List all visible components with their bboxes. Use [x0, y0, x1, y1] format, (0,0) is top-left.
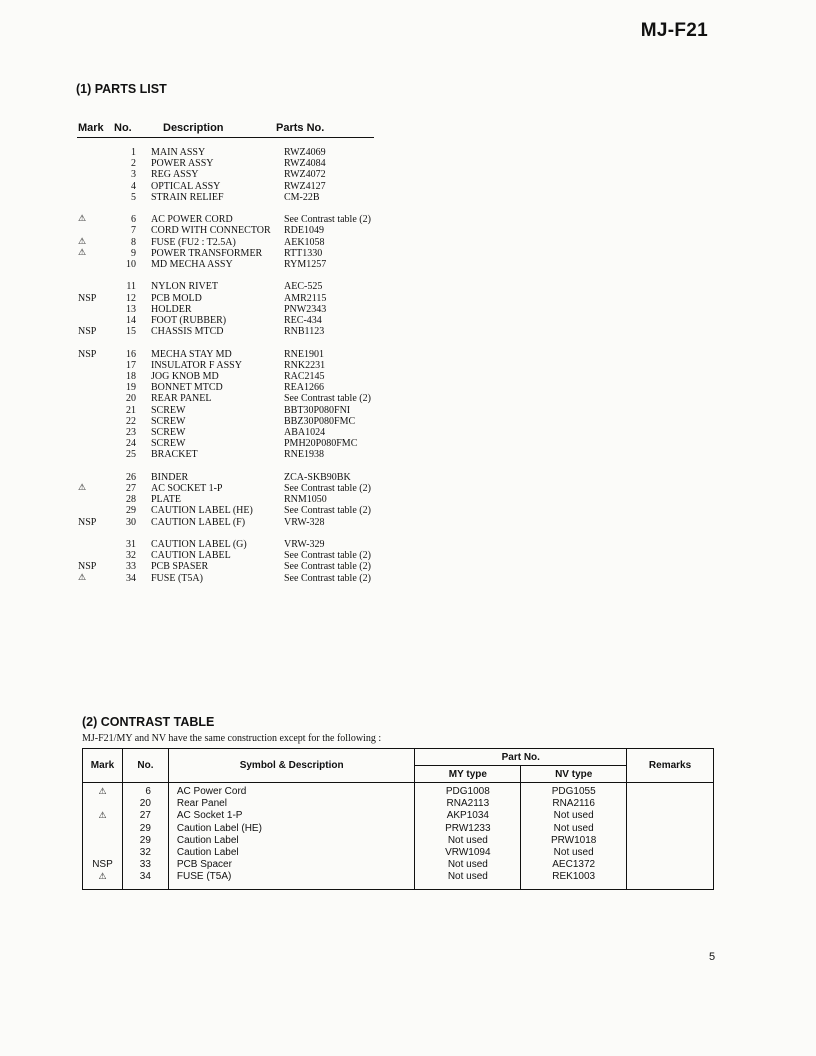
part-code: REC-434: [284, 315, 322, 327]
part-number: 30: [126, 516, 136, 528]
parts-list-row: [78, 349, 398, 360]
ct-row-no: 6: [145, 786, 151, 797]
part-description: NYLON RIVET: [151, 281, 218, 293]
part-number: 12: [126, 292, 136, 304]
part-number: 1: [131, 147, 136, 158]
ct-nv-type-column: [521, 783, 627, 890]
part-code: REA1266: [284, 382, 324, 394]
part-number: 29: [126, 505, 136, 517]
part-code: RTT1330: [284, 247, 323, 259]
part-mark: NSP: [78, 348, 97, 360]
parts-list-row: [78, 169, 398, 180]
ct-remarks-column: [627, 783, 714, 890]
part-code: AEK1058: [284, 236, 325, 248]
ct-my-type-header: MY type: [415, 766, 521, 783]
part-code: RWZ4069: [284, 147, 326, 158]
parts-list-row: [78, 505, 398, 516]
mark-column-header: Mark: [78, 122, 104, 134]
part-number: 7: [131, 225, 136, 237]
part-code: VRW-329: [284, 539, 325, 551]
ct-no-column: [122, 783, 168, 890]
part-code: CM-22B: [284, 191, 320, 203]
part-code: See Contrast table (2): [284, 572, 371, 584]
ct-row-no: 29: [139, 822, 151, 834]
part-description: BRACKET: [151, 449, 198, 461]
part-code: See Contrast table (2): [284, 214, 371, 226]
part-description: INSULATOR F ASSY: [151, 359, 242, 371]
part-code: RDE1049: [284, 225, 324, 237]
part-description: POWER TRANSFORMER: [151, 247, 263, 259]
ct-my-type-column: [415, 783, 521, 890]
parts-list-row: [78, 158, 398, 169]
parts-list-row: [78, 281, 398, 292]
ct-row-description: AC Power Cord: [176, 786, 247, 797]
part-description: JOG KNOB MD: [151, 371, 219, 383]
part-description: PLATE: [151, 494, 181, 506]
part-number: 3: [131, 169, 136, 181]
caution-mark-icon: ⚠: [78, 236, 87, 247]
part-description: MD MECHA ASSY: [151, 258, 233, 270]
part-description: SCREW: [151, 404, 186, 416]
description-column-header: Description: [163, 122, 224, 134]
ct-row-mark: [83, 835, 122, 847]
parts-list-row: [78, 237, 398, 248]
part-description: CHASSIS MTCD: [151, 326, 224, 338]
ct-row-description: FUSE (T5A): [176, 871, 232, 883]
ct-row-no: 34: [139, 871, 151, 883]
part-code: AMR2115: [284, 292, 327, 304]
parts-list-row: [78, 517, 398, 528]
parts-list-row: [78, 293, 398, 304]
part-description: BONNET MTCD: [151, 382, 223, 394]
parts-list-row: [78, 405, 398, 416]
ct-row-my-type: PRW1233: [445, 822, 491, 834]
part-code: PMH20P080FMC: [284, 438, 358, 450]
ct-row-no: 33: [139, 859, 151, 871]
part-description: AC POWER CORD: [151, 214, 233, 226]
caution-mark-icon: ⚠: [78, 214, 87, 225]
ct-row-mark: [83, 798, 122, 810]
part-number: 32: [126, 550, 136, 562]
parts-no-column-header: Parts No.: [276, 122, 325, 134]
caution-mark-icon: ⚠: [98, 872, 107, 883]
ct-row-my-type: Not used: [447, 871, 488, 883]
page-number: 5: [709, 951, 716, 963]
ct-row-nv-type: Not used: [553, 846, 594, 858]
part-mark: NSP: [78, 516, 97, 528]
parts-list-row: [78, 304, 398, 315]
part-code: See Contrast table (2): [284, 505, 371, 517]
part-description: PCB SPASER: [151, 561, 209, 573]
part-number: 11: [126, 281, 136, 293]
parts-list-row: [78, 326, 398, 337]
parts-list-header-rule: [77, 137, 374, 138]
caution-mark-icon: ⚠: [98, 811, 107, 822]
part-code: ABA1024: [284, 427, 326, 439]
part-code: RNE1901: [284, 348, 324, 360]
part-mark: NSP: [78, 292, 97, 304]
ct-remarks-header: Remarks: [627, 749, 714, 783]
ct-row-description: Rear Panel: [176, 798, 227, 810]
page-model-title: MJ-F21: [640, 20, 708, 41]
parts-list-row: [78, 259, 398, 270]
ct-row-my-type: VRW1094: [445, 846, 491, 858]
ct-row-no: 32: [139, 846, 151, 858]
ct-row-nv-type: AEC1372: [552, 859, 596, 871]
part-number: 20: [126, 393, 136, 405]
part-description: STRAIN RELIEF: [151, 191, 224, 203]
part-code: See Contrast table (2): [284, 561, 371, 573]
part-number: 15: [126, 326, 136, 338]
parts-list-row: [78, 315, 398, 326]
parts-list-row: [78, 360, 398, 371]
contrast-table-heading: (2) CONTRAST TABLE: [82, 715, 215, 729]
part-code: RYM1257: [284, 258, 327, 270]
part-description: REAR PANEL: [151, 393, 212, 405]
part-description: MAIN ASSY: [151, 147, 206, 158]
parts-list-header: [78, 122, 374, 136]
part-number: 24: [126, 438, 136, 450]
ct-row-my-type: RNA2113: [446, 798, 490, 810]
contrast-table-intro: MJ-F21/MY and NV have the same construction except for the following :: [82, 733, 382, 744]
part-code: VRW-328: [284, 516, 325, 528]
parts-list-row: [78, 416, 398, 427]
part-description: POWER ASSY: [151, 158, 214, 170]
ct-no-header: No.: [122, 749, 168, 783]
part-number: 21: [126, 404, 136, 416]
parts-list-row: [78, 427, 398, 438]
part-description: SCREW: [151, 415, 186, 427]
ct-row-description: AC Socket 1-P: [176, 810, 243, 822]
part-number: 22: [126, 415, 136, 427]
part-code: RAC2145: [284, 371, 325, 383]
part-number: 26: [126, 471, 136, 483]
part-code: RWZ4084: [284, 158, 326, 170]
ct-row-description: Caution Label (HE): [176, 822, 262, 834]
ct-row-no: 29: [139, 834, 151, 846]
part-number: 31: [126, 539, 136, 551]
ct-nv-type-header: NV type: [521, 766, 627, 783]
part-number: 28: [126, 494, 136, 506]
part-description: BINDER: [151, 471, 189, 483]
ct-row-nv-type: RNA2116: [552, 798, 595, 810]
ct-row-mark: [83, 823, 122, 835]
ct-row-no: 20: [139, 798, 151, 810]
part-code: RWZ4072: [284, 169, 326, 181]
parts-list-row: [78, 449, 398, 460]
ct-row-description: Caution Label: [176, 834, 239, 846]
ct-row-nv-type: Not used: [553, 822, 594, 834]
part-code: BBT30P080FNI: [284, 404, 351, 416]
parts-list-row: [78, 494, 398, 505]
ct-row-my-type: AKP1034: [446, 810, 489, 822]
ct-row-description: PCB Spacer: [176, 859, 232, 871]
no-column-header: No.: [114, 122, 132, 134]
part-code: BBZ30P080FMC: [284, 415, 356, 427]
part-description: MECHA STAY MD: [151, 348, 232, 360]
parts-list-row: [78, 382, 398, 393]
part-description: REG ASSY: [151, 169, 199, 181]
part-number: 9: [131, 247, 136, 259]
parts-list-row: [78, 371, 398, 382]
part-number: 4: [131, 180, 136, 192]
part-description: CAUTION LABEL: [151, 550, 231, 562]
part-code: See Contrast table (2): [284, 393, 371, 405]
part-description: OPTICAL ASSY: [151, 180, 221, 192]
part-number: 34: [126, 572, 136, 584]
parts-list-row: [78, 573, 398, 584]
part-number: 2: [131, 158, 136, 170]
part-number: 8: [131, 236, 136, 248]
part-mark: NSP: [78, 561, 97, 573]
part-code: RWZ4127: [284, 180, 326, 192]
ct-row-description: Caution Label: [176, 846, 239, 858]
part-code: RNB1123: [284, 326, 325, 338]
part-number: 10: [126, 258, 136, 270]
parts-list-row: [78, 393, 398, 404]
ct-mark-column: [83, 783, 123, 890]
part-code: See Contrast table (2): [284, 483, 371, 495]
ct-row-nv-type: PDG1055: [551, 786, 596, 797]
part-number: 16: [126, 348, 136, 360]
parts-list-heading: (1) PARTS LIST: [76, 82, 167, 96]
part-description: PCB MOLD: [151, 292, 202, 304]
part-code: ZCA-SKB90BK: [284, 471, 351, 483]
part-code: RNM1050: [284, 494, 327, 506]
ct-row-nv-type: PRW1018: [550, 834, 597, 846]
parts-list-row: [78, 192, 398, 203]
part-code: PNW2343: [284, 303, 327, 315]
parts-list-row: [78, 248, 398, 259]
part-mark: NSP: [78, 326, 97, 338]
part-number: 13: [126, 303, 136, 315]
part-code: See Contrast table (2): [284, 550, 371, 562]
contrast-table: [82, 748, 714, 890]
part-description: SCREW: [151, 438, 186, 450]
caution-mark-icon: ⚠: [78, 572, 87, 583]
ct-description-column: [168, 783, 415, 890]
parts-list-row: [78, 550, 398, 561]
part-number: 23: [126, 427, 136, 439]
ct-row-mark: [83, 847, 122, 859]
part-number: 18: [126, 371, 136, 383]
ct-row-nv-type: Not used: [553, 810, 594, 822]
ct-row-nv-type: REK1003: [552, 871, 596, 883]
part-description: FUSE (T5A): [151, 572, 203, 584]
caution-mark-icon: ⚠: [78, 247, 87, 258]
caution-mark-icon: ⚠: [78, 483, 87, 494]
part-description: HOLDER: [151, 303, 192, 315]
parts-list-row: [78, 561, 398, 572]
part-code: AEC-525: [284, 281, 323, 293]
part-description: CAUTION LABEL (HE): [151, 505, 253, 517]
part-number: 14: [126, 315, 136, 327]
part-code: RNE1938: [284, 449, 324, 461]
parts-list-row: [78, 214, 398, 225]
parts-list-row: [78, 539, 398, 550]
part-description: FOOT (RUBBER): [151, 315, 227, 327]
caution-mark-icon: ⚠: [98, 787, 107, 797]
parts-list-row: [78, 225, 398, 236]
part-number: 6: [131, 214, 136, 226]
part-description: AC SOCKET 1-P: [151, 483, 223, 495]
parts-list-row: [78, 483, 398, 494]
ct-mark-header: Mark: [83, 749, 123, 783]
part-description: CORD WITH CONNECTOR: [151, 225, 271, 237]
ct-row-my-type: Not used: [447, 834, 488, 846]
part-number: 5: [131, 191, 136, 203]
ct-part-no-header: Part No.: [415, 749, 627, 766]
ct-row-no: 27: [139, 810, 151, 822]
ct-row-my-type: Not used: [447, 859, 488, 871]
part-description: CAUTION LABEL (G): [151, 539, 247, 551]
parts-list-row: [78, 472, 398, 483]
part-code: RNK2231: [284, 359, 326, 371]
part-number: 27: [126, 483, 136, 495]
parts-list-row: [78, 181, 398, 192]
ct-row-my-type: PDG1008: [445, 786, 490, 797]
parts-list-row: [78, 147, 398, 158]
part-number: 33: [126, 561, 136, 573]
part-number: 17: [126, 359, 136, 371]
part-description: FUSE (FU2 : T2.5A): [151, 236, 236, 248]
part-number: 19: [126, 382, 136, 394]
part-number: 25: [126, 449, 136, 461]
ct-row-mark: NSP: [92, 859, 113, 871]
part-description: CAUTION LABEL (F): [151, 516, 246, 528]
ct-description-header: Symbol & Description: [168, 749, 415, 783]
parts-list-row: [78, 438, 398, 449]
part-description: SCREW: [151, 427, 186, 439]
parts-list: [78, 147, 398, 584]
